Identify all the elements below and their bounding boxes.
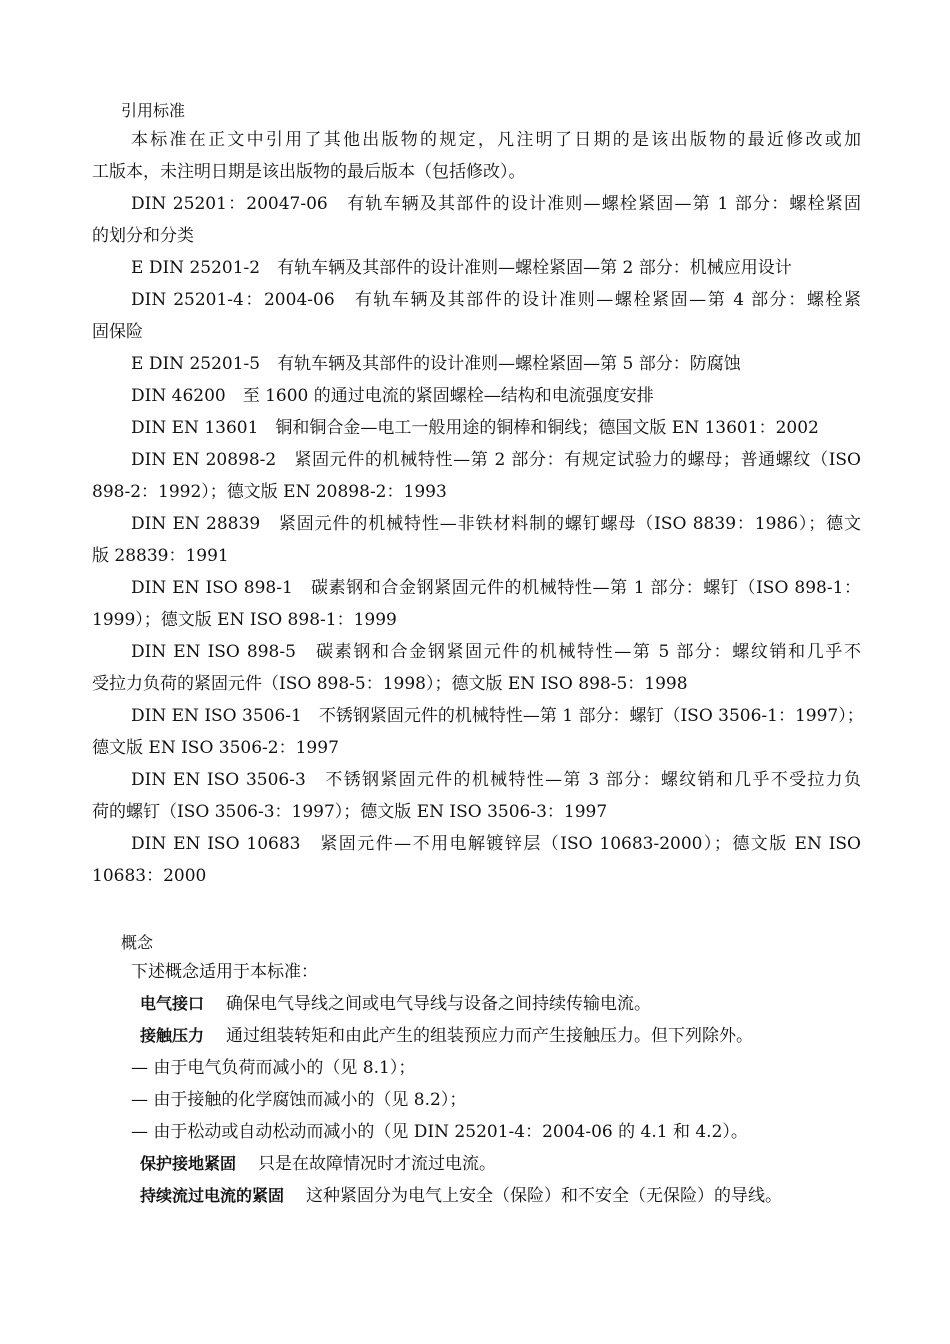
dash-item-1: — 由于电气负荷而减小的（见 8.1）； — [131, 1058, 416, 1078]
ref-8-line-2: 版 28839：1991 — [92, 546, 229, 566]
ref-10-line-2: 受拉力负荷的紧固元件（ISO 898-5：1998）；德文版 EN ISO 898-5：1998 — [92, 674, 688, 694]
ref-3-line-2: 固保险 — [92, 322, 143, 342]
intro-line-2: 工版本，未注明日期是该出版物的最后版本（包括修改）。 — [92, 162, 526, 182]
ref-3-line-1: DIN 25201-4：2004-06 有轨车辆及其部件的设计准则—螺栓紧固—第 4 部分：螺栓紧 — [131, 290, 861, 310]
ref-2: E DIN 25201-2 有轨车辆及其部件的设计准则—螺栓紧固—第 2 部分：机械应用设计 — [131, 258, 792, 278]
ref-12-line-1: DIN EN ISO 3506-3 不锈钢紧固元件的机械特性—第 3 部分：螺纹销和几乎不受拉力负 — [131, 770, 861, 790]
ref-11-line-1: DIN EN ISO 3506-1 不锈钢紧固元件的机械特性—第 1 部分：螺钉（ISO 3506-1：1997）； — [131, 706, 864, 726]
concepts-intro: 下述概念适用于本标准： — [131, 962, 318, 982]
ref-7-line-2: 898-2：1992）；德文版 EN 20898-2：1993 — [92, 482, 447, 502]
ref-4: E DIN 25201-5 有轨车辆及其部件的设计准则—螺栓紧固—第 5 部分：防腐蚀 — [131, 354, 741, 374]
term-definition: 确保电气导线之间或电气导线与设备之间持续传输电流。 — [226, 994, 652, 1014]
term-definition: 只是在故障情况时才流过电流。 — [258, 1154, 497, 1174]
concepts-heading: 概念 — [121, 933, 154, 952]
ref-8-line-1: DIN EN 28839 紧固元件的机械特性—非铁材料制的螺钉螺母（ISO 8839：1986）；德文 — [131, 514, 861, 534]
ref-9-line-2: 1999）；德文版 EN ISO 898-1：1999 — [92, 610, 397, 630]
ref-13-line-2: 10683：2000 — [92, 866, 207, 886]
term-label: 保护接地紧固 — [140, 1154, 237, 1173]
ref-9-line-1: DIN EN ISO 898-1 碳素钢和合金钢紧固元件的机械特性—第 1 部分：螺钉（ISO 898-1： — [131, 578, 861, 598]
term-label: 接触压力 — [140, 1026, 205, 1045]
term-definition: 这种紧固分为电气上安全（保险）和不安全（无保险）的导线。 — [306, 1186, 783, 1206]
ref-1-line-1: DIN 25201：20047-06 有轨车辆及其部件的设计准则—螺栓紧固—第 1 部分：螺栓紧固 — [131, 194, 861, 214]
intro-line-1: 本标准在正文中引用了其他出版物的规定，凡注明了日期的是该出版物的最近修改或加 — [131, 130, 861, 150]
ref-11-line-2: 德文版 EN ISO 3506-2：1997 — [92, 738, 339, 758]
concept-electrical-interface — [140, 994, 651, 1014]
ref-6: DIN EN 13601 铜和铜合金—电工一般用途的铜棒和铜线；德国文版 EN 13601：2002 — [131, 418, 819, 438]
dash-item-2: — 由于接触的化学腐蚀而减小的（见 8.2）； — [131, 1090, 467, 1110]
term-label: 持续流过电流的紧固 — [140, 1186, 285, 1205]
ref-1-line-2: 的划分和分类 — [92, 226, 194, 246]
ref-7-line-1: DIN EN 20898-2 紧固元件的机械特性—第 2 部分：有规定试验力的螺母；普通螺纹（ISO — [131, 450, 861, 470]
ref-12-line-2: 荷的螺钉（ISO 3506-3：1997）；德文版 EN ISO 3506-3：1997 — [92, 802, 608, 822]
concept-protective-earth-fastening — [140, 1154, 496, 1174]
concept-contact-pressure — [140, 1026, 753, 1046]
ref-13-line-1: DIN EN ISO 10683 紧固元件—不用电解镀锌层（ISO 10683-2000）；德文版 EN ISO — [131, 834, 861, 854]
term-definition: 通过组装转矩和由此产生的组装预应力而产生接触压力。但下列除外。 — [226, 1026, 754, 1046]
concept-continuous-current-fastening — [140, 1186, 782, 1206]
ref-10-line-1: DIN EN ISO 898-5 碳素钢和合金钢紧固元件的机械特性—第 5 部分：螺纹销和几乎不 — [131, 642, 861, 662]
ref-5: DIN 46200 至 1600 的通过电流的紧固螺栓—结构和电流强度安排 — [131, 386, 654, 406]
dash-item-3: — 由于松动或自动松动而减小的（见 DIN 25201-4：2004-06 的 4.1 和 4.2）。 — [131, 1122, 748, 1142]
term-label: 电气接口 — [140, 994, 205, 1013]
references-heading: 引用标准 — [121, 101, 186, 120]
